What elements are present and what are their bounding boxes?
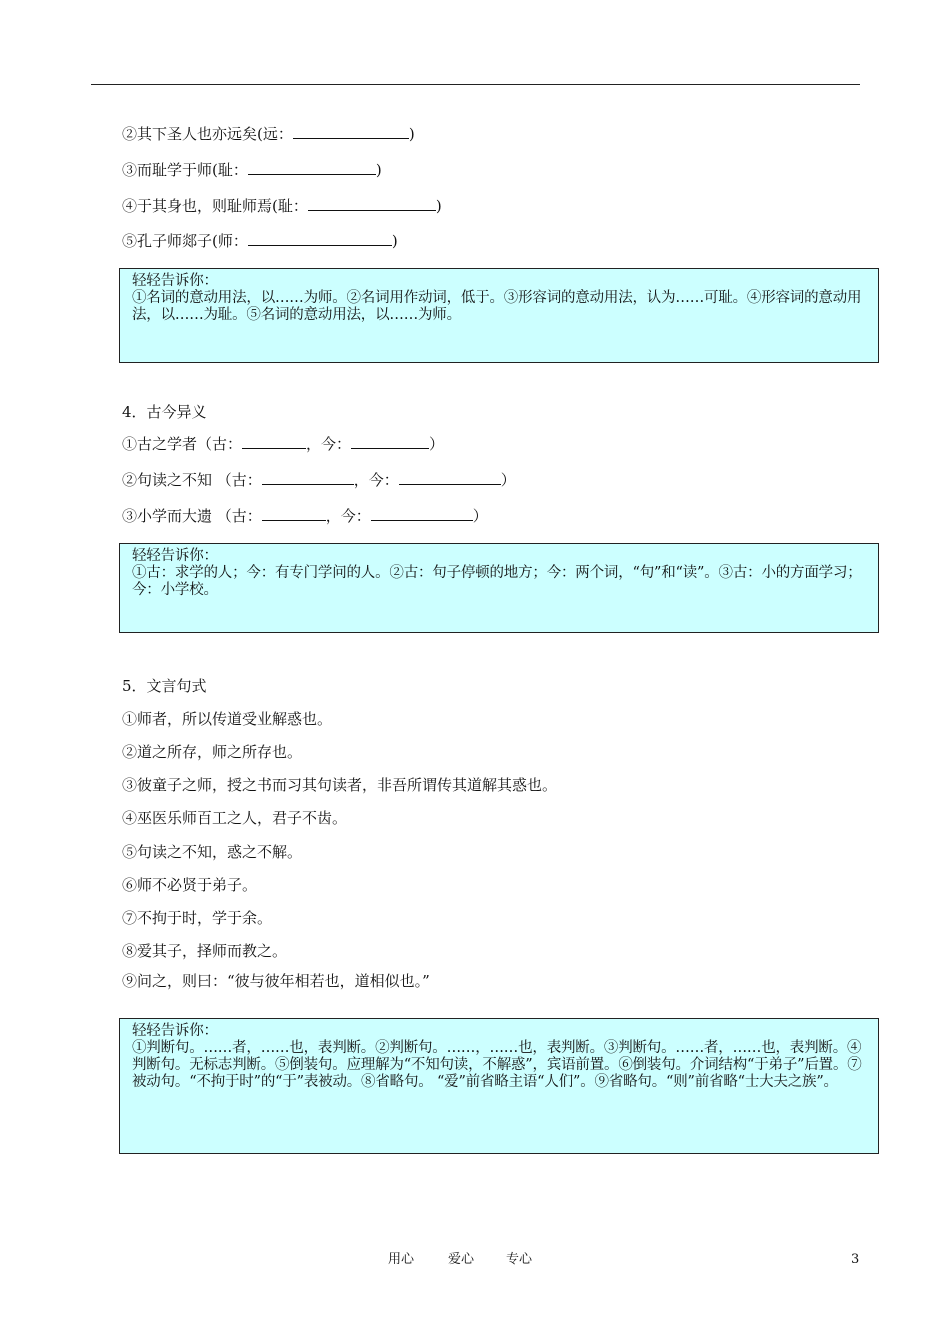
answer-blank[interactable]	[248, 160, 376, 175]
sentence-item: ⑦不拘于时，学于余。	[122, 909, 273, 927]
sentence-item: ⑥师不必贤于弟子。	[122, 876, 258, 894]
page-number: 3	[851, 1252, 860, 1267]
hint-title: 轻轻告诉你：	[132, 548, 218, 564]
item-3-2: ②其下圣人也亦远矣(远： )	[122, 125, 415, 143]
answer-blank[interactable]	[293, 124, 409, 139]
hint-body: ①古：求学的人；今：有专门学问的人。②古：句子停顿的地方；今：两个词，“句”和“读”。③古：小的方面学习；今：小学校。	[132, 565, 862, 598]
sentence-item: ⑤句读之不知，惑之不解。	[122, 843, 303, 861]
item-3-5: ⑤孔子师郯子(师： )	[122, 232, 398, 250]
answer-blank[interactable]	[262, 506, 326, 521]
item-4-2: ②句读之不知 （古： ，今： ）	[122, 471, 516, 489]
footer-slogan-3: 专心	[506, 1252, 533, 1267]
answer-blank[interactable]	[262, 470, 354, 485]
section-5-heading: 5．文言句式	[122, 677, 207, 695]
sentence-item: ⑨问之，则曰：“彼与彼年相若也，道相似也。”	[122, 972, 430, 990]
answer-blank[interactable]	[242, 434, 306, 449]
answer-blank[interactable]	[248, 231, 392, 246]
section-4-heading: 4．古今异义	[122, 403, 207, 421]
sentence-item: ②道之所存，师之所存也。	[122, 743, 303, 761]
hint-body: ①判断句。……者，……也，表判断。②判断句。……，……也，表判断。③判断句。……者，……也，表判断。④判断句。无标志判断。⑤倒装句。应理解为“不知句读，不解惑”，宾语前置。⑥倒装句。介词结构“于弟子”后置。⑦被动句。“不拘于时”的“于”表被动。⑧省略句。 “爱”前省略主语“人们”。⑨省略句。“则”前省略“士大夫之族”。	[132, 1040, 862, 1090]
footer-slogan-1: 用心	[388, 1252, 415, 1267]
hint-title: 轻轻告诉你：	[132, 273, 218, 289]
sentence-item: ④巫医乐师百工之人，君子不齿。	[122, 809, 348, 827]
header-rule	[91, 84, 860, 85]
hint-title: 轻轻告诉你：	[132, 1023, 218, 1039]
sentence-item: ③彼童子之师，授之书而习其句读者，非吾所谓传其道解其惑也。	[122, 776, 558, 794]
item-4-1: ①古之学者（古： ，今： ）	[122, 435, 445, 453]
item-3-4: ④于其身也，则耻师焉(耻： )	[122, 197, 442, 215]
footer-slogan-2: 爱心	[448, 1252, 475, 1267]
hint-box-2	[119, 543, 879, 633]
hint-box-1	[119, 268, 879, 363]
sentence-item: ⑧爱其子，择师而教之。	[122, 942, 288, 960]
sentence-item: ①师者，所以传道受业解惑也。	[122, 710, 333, 728]
item-4-3: ③小学而大遗 （古： ，今： ）	[122, 507, 488, 525]
hint-box-3	[119, 1018, 879, 1154]
answer-blank[interactable]	[399, 470, 501, 485]
item-3-3: ③而耻学于师(耻： )	[122, 161, 382, 179]
answer-blank[interactable]	[371, 506, 473, 521]
answer-blank[interactable]	[351, 434, 429, 449]
hint-body: ①名词的意动用法，以……为师。②名词用作动词，低于。③形容词的意动用法，认为……可耻。④形容词的意动用法，以……为耻。⑤名词的意动用法，以……为师。	[132, 290, 862, 323]
answer-blank[interactable]	[308, 196, 436, 211]
